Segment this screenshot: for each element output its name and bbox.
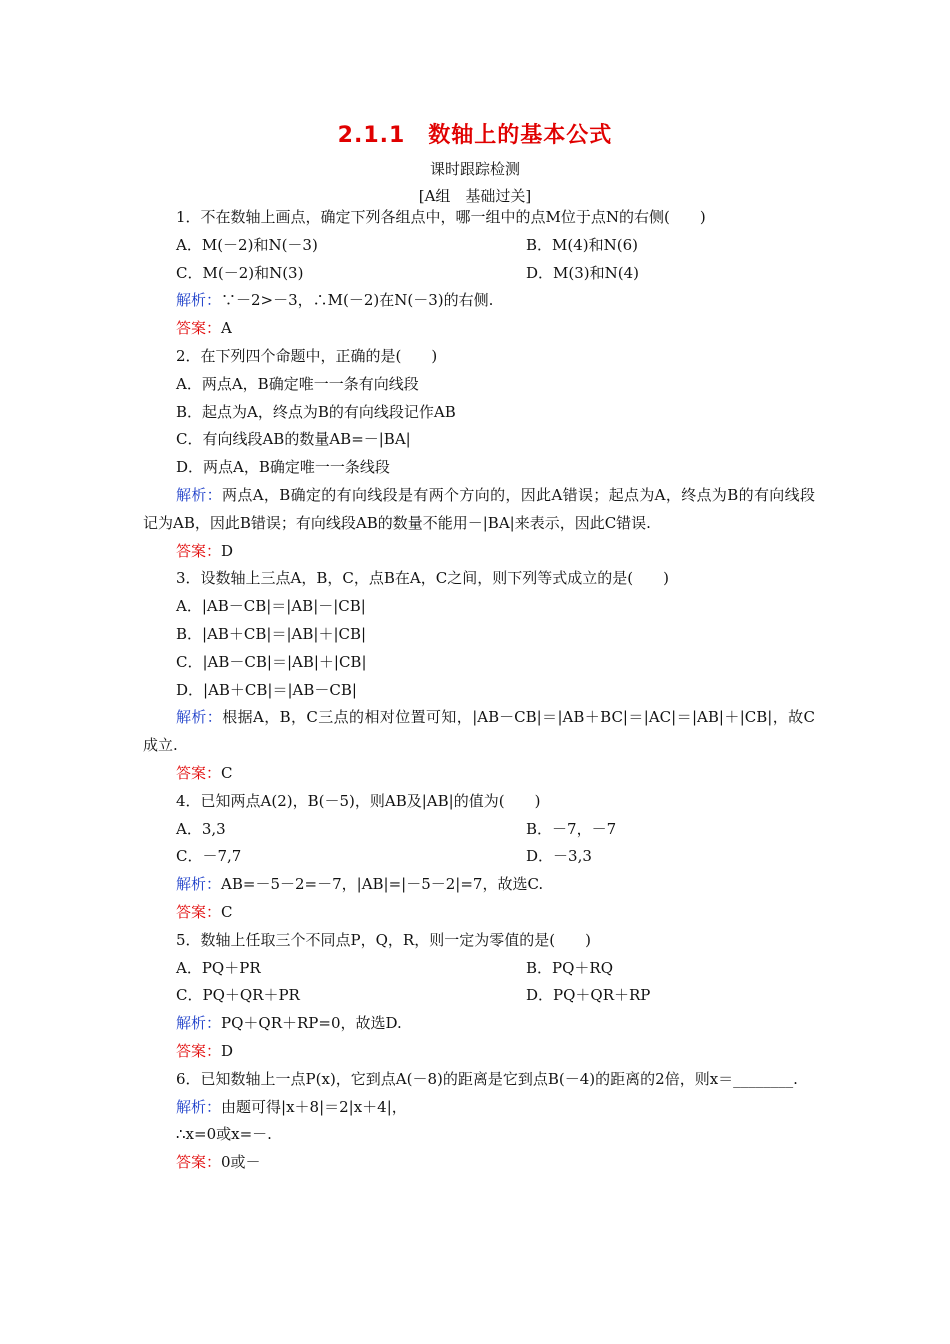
question-3-solution — [143, 704, 815, 760]
question-3-option-a: A．|AB－CB|＝|AB|－|CB| — [176, 597, 366, 616]
question-4-stem: 4．已知两点A(2)，B(－5)，则AB及|AB|的值为( ) — [176, 791, 541, 810]
question-5-option-b: B．PQ＋RQ — [526, 958, 614, 977]
question-4-option-d: D．－3,3 — [526, 847, 592, 866]
question-4-option-a: A．3,3 — [176, 819, 226, 838]
answer-label: 答案： — [176, 319, 222, 338]
question-3-stem: 3．设数轴上三点A，B，C，点B在A，C之间，则下列等式成立的是( ) — [176, 569, 669, 588]
solution-text: 两点A，B确定的有向线段是有两个方向的，因此A错误；起点为A，终点为B的有向线段记为AB，因此B错误；有向线段AB的数量不能用－|BA|来表示，因此C错误. — [143, 485, 815, 532]
answer-text: A — [221, 319, 232, 338]
question-5-stem: 5．数轴上任取三个不同点P，Q，R，则一定为零值的是( ) — [176, 930, 591, 949]
solution-label: 解析： — [176, 291, 222, 310]
question-1-stem: 1．不在数轴上画点，确定下列各组点中，哪一组中的点M位于点N的右侧( ) — [176, 208, 706, 226]
question-1-options-row-1 — [143, 232, 815, 260]
solution-text: PQ＋QR＋RP=0，故选D. — [221, 1014, 402, 1033]
question-3-option-d: D．|AB＋CB|＝|AB－CB| — [176, 680, 357, 699]
group-heading: [A组 基础过关] — [418, 187, 532, 205]
question-4-option-c: C．－7,7 — [176, 847, 242, 866]
answer-text: D — [221, 541, 234, 560]
question-1-option-b: B．M(4)和N(6) — [526, 235, 639, 254]
question-2-option-b: B．起点为A，终点为B的有向线段记作AB — [176, 402, 456, 421]
answer-text: 0或－ — [221, 1153, 261, 1172]
question-1-options-row-2 — [143, 260, 815, 288]
question-5-answer — [143, 1038, 815, 1066]
question-2-answer — [143, 538, 815, 566]
question-6-answer — [143, 1149, 815, 1177]
question-3-answer — [143, 760, 815, 788]
question-2-option-c: C．有向线段AB的数量AB=－|BA| — [176, 430, 411, 449]
solution-text: AB=－5－2=－7，|AB|=|－5－2|=7，故选C. — [221, 875, 544, 894]
page-subtitle: 课时跟踪检测 — [429, 160, 520, 178]
question-5-option-c: C．PQ＋QR＋PR — [176, 986, 300, 1005]
answer-label: 答案： — [176, 541, 222, 560]
solution-text: ∵－2>－3，∴M(－2)在N(－3)的右侧. — [221, 291, 494, 310]
solution-label: 解析： — [176, 485, 223, 504]
question-5-options-row-2 — [143, 982, 815, 1010]
solution-text: 根据A，B，C三点的相对位置可知，|AB－CB|＝|AB＋BC|＝|AC|＝|AB|＋|CB|，故C成立. — [143, 708, 815, 755]
question-4-solution — [143, 871, 815, 899]
question-6-solution-line-2: ∴x=0或x=－. — [176, 1125, 272, 1144]
answer-label: 答案： — [176, 763, 222, 782]
answer-label: 答案： — [176, 1041, 222, 1060]
solution-label: 解析： — [176, 1097, 222, 1116]
question-1-answer — [143, 315, 815, 343]
question-4-option-b: B．－7，－7 — [526, 819, 617, 838]
solution-text: 由题可得|x＋8|＝2|x＋4|， — [221, 1097, 407, 1116]
question-5-option-a: A．PQ＋PR — [176, 958, 261, 977]
question-1-option-a: A．M(－2)和N(－3) — [176, 235, 318, 254]
question-5-solution — [143, 1010, 815, 1038]
question-3-option-b: B．|AB＋CB|＝|AB|＋|CB| — [176, 624, 367, 643]
question-4-options-row-2 — [143, 843, 815, 871]
answer-label: 答案： — [176, 1153, 222, 1172]
question-3-option-c: C．|AB－CB|＝|AB|＋|CB| — [176, 652, 367, 671]
question-2-option-d: D．两点A，B确定唯一一条线段 — [176, 458, 390, 477]
question-6-solution — [143, 1094, 815, 1122]
answer-text: C — [221, 902, 233, 921]
question-4-options-row-1 — [143, 816, 815, 844]
solution-label: 解析： — [176, 708, 223, 727]
question-1-solution — [143, 287, 815, 315]
solution-label: 解析： — [176, 875, 222, 894]
question-1-option-c: C．M(－2)和N(3) — [176, 263, 304, 282]
question-2-option-a: A．两点A，B确定唯一一条有向线段 — [176, 374, 419, 393]
answer-text: C — [221, 763, 233, 782]
answer-text: D — [221, 1041, 234, 1060]
question-2-solution — [143, 482, 815, 538]
question-4-answer — [143, 899, 815, 927]
solution-label: 解析： — [176, 1014, 222, 1033]
answer-label: 答案： — [176, 902, 222, 921]
exercise-list — [143, 204, 815, 1177]
question-5-option-d: D．PQ＋QR＋RP — [526, 986, 651, 1005]
question-6-stem: 6．已知数轴上一点P(x)，它到点A(－8)的距离是它到点B(－4)的距离的2倍，则x＝________. — [176, 1069, 798, 1088]
question-5-options-row-1 — [143, 955, 815, 983]
question-1-option-d: D．M(3)和N(4) — [526, 263, 640, 282]
page-title: 2.1.1 数轴上的基本公式 — [337, 123, 613, 148]
question-2-stem: 2．在下列四个命题中，正确的是( ) — [176, 346, 438, 365]
